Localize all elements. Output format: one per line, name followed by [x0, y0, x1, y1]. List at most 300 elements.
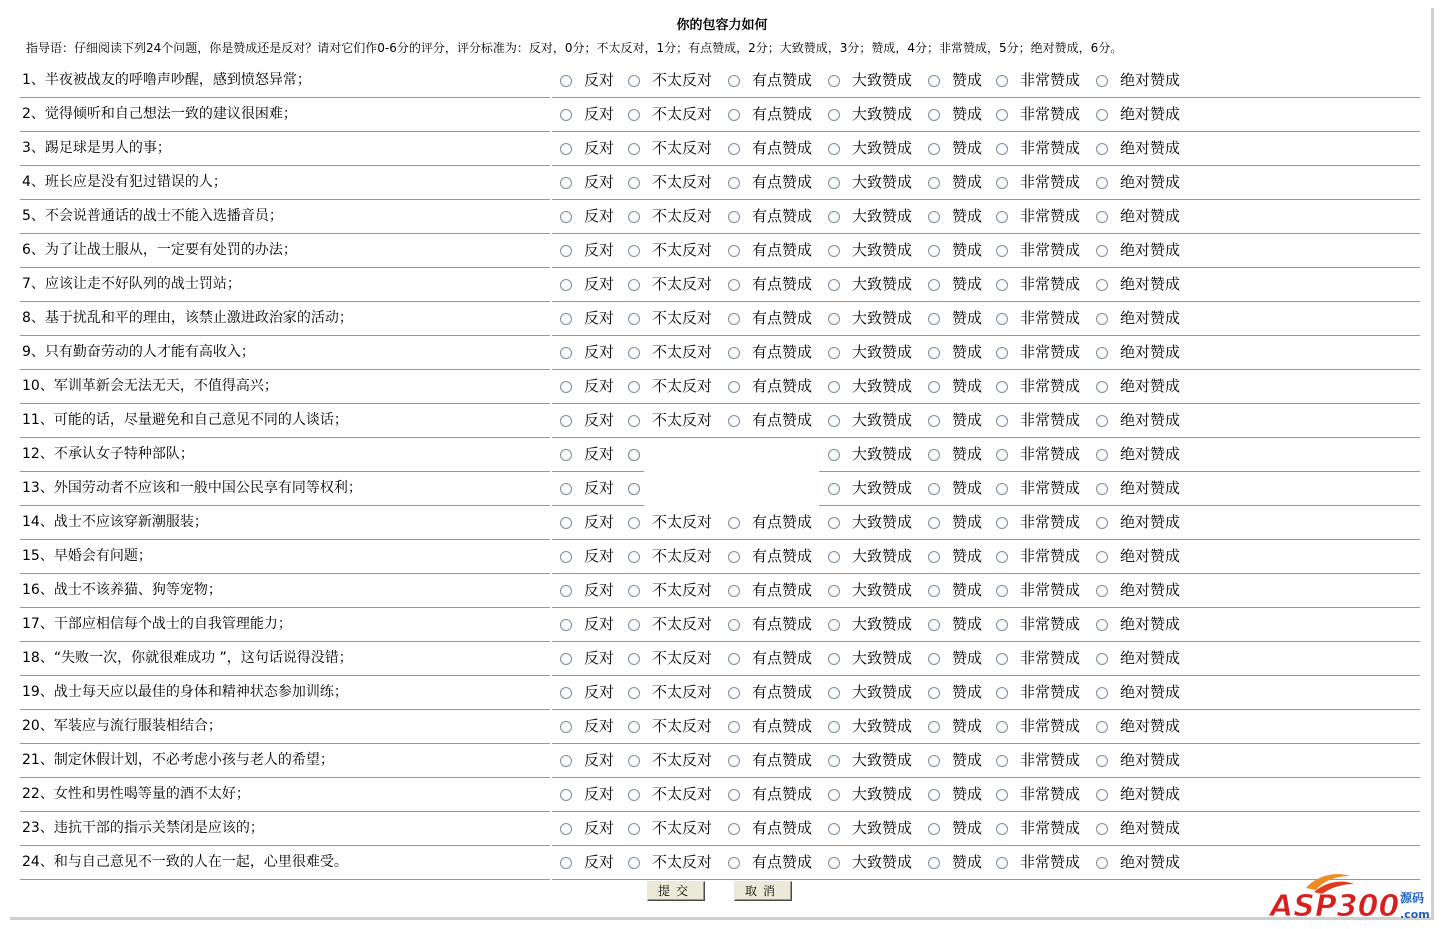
- radio-button[interactable]: [996, 789, 1008, 801]
- option-label: 绝对赞成: [1120, 275, 1181, 293]
- option-label: 绝对赞成: [1120, 309, 1181, 327]
- radio-button[interactable]: [560, 109, 572, 121]
- radio-button[interactable]: [560, 517, 572, 529]
- option-label: 不太反对: [652, 275, 713, 293]
- radio-button[interactable]: [996, 585, 1008, 597]
- question-text: 7、应该让走不好队列的战士罚站；: [22, 276, 241, 292]
- radio-button[interactable]: [828, 449, 840, 461]
- answer-options: [552, 506, 1420, 540]
- radio-button[interactable]: [628, 75, 640, 87]
- option-label: 绝对赞成: [1120, 853, 1181, 871]
- option-label: 赞成: [952, 275, 983, 293]
- radio-button[interactable]: [1096, 177, 1108, 189]
- radio-button[interactable]: [1096, 279, 1108, 291]
- option-label: 赞成: [952, 411, 983, 429]
- option-label: 非常赞成: [1020, 649, 1081, 667]
- question-row: [20, 744, 1420, 778]
- radio-button[interactable]: [628, 721, 640, 733]
- question-cell: [20, 608, 550, 642]
- radio-button[interactable]: [560, 551, 572, 563]
- radio-button[interactable]: [728, 211, 740, 223]
- radio-button[interactable]: [928, 449, 940, 461]
- option-label: 不太反对: [652, 717, 713, 735]
- radio-button[interactable]: [728, 245, 740, 257]
- option-label: 反对: [584, 105, 615, 123]
- option-label: 绝对赞成: [1120, 751, 1181, 769]
- option-label: 不太反对: [652, 615, 713, 633]
- radio-button[interactable]: [560, 313, 572, 325]
- radio-button[interactable]: [1096, 347, 1108, 359]
- option-label: 大致赞成: [852, 71, 913, 89]
- answer-options: [552, 132, 1420, 166]
- radio-button[interactable]: [728, 789, 740, 801]
- radio-button[interactable]: [828, 551, 840, 563]
- option-label: 大致赞成: [852, 649, 913, 667]
- question-row: [20, 132, 1420, 166]
- radio-button[interactable]: [928, 789, 940, 801]
- option-label: 绝对赞成: [1120, 343, 1181, 361]
- radio-button[interactable]: [560, 721, 572, 733]
- radio-button[interactable]: [928, 177, 940, 189]
- question-cell: [20, 234, 550, 268]
- radio-button[interactable]: [560, 143, 572, 155]
- radio-button[interactable]: [560, 211, 572, 223]
- radio-button[interactable]: [560, 279, 572, 291]
- question-row: [20, 642, 1420, 676]
- answer-options: [552, 64, 1420, 98]
- option-label: 反对: [584, 819, 615, 837]
- radio-button[interactable]: [928, 551, 940, 563]
- radio-button[interactable]: [828, 177, 840, 189]
- radio-button[interactable]: [728, 619, 740, 631]
- radio-button[interactable]: [560, 857, 572, 869]
- question-text: 9、只有勤奋劳动的人才能有高收入；: [22, 344, 255, 360]
- radio-button[interactable]: [996, 721, 1008, 733]
- radio-button[interactable]: [828, 109, 840, 121]
- radio-button[interactable]: [728, 313, 740, 325]
- question-row: [20, 778, 1420, 812]
- option-label: 非常赞成: [1020, 513, 1081, 531]
- radio-button[interactable]: [996, 381, 1008, 393]
- option-label: 反对: [584, 547, 615, 565]
- radio-button[interactable]: [1096, 449, 1108, 461]
- option-label: 非常赞成: [1020, 445, 1081, 463]
- radio-button[interactable]: [1096, 755, 1108, 767]
- question-cell: [20, 64, 550, 98]
- option-label: 非常赞成: [1020, 275, 1081, 293]
- option-label: 不太反对: [652, 785, 713, 803]
- question-cell: [20, 438, 550, 472]
- option-label: 反对: [584, 479, 615, 497]
- radio-button[interactable]: [728, 143, 740, 155]
- radio-button[interactable]: [996, 449, 1008, 461]
- radio-button[interactable]: [1096, 687, 1108, 699]
- radio-button[interactable]: [928, 245, 940, 257]
- radio-button[interactable]: [928, 381, 940, 393]
- radio-button[interactable]: [928, 619, 940, 631]
- radio-button[interactable]: [628, 381, 640, 393]
- option-label: 非常赞成: [1020, 751, 1081, 769]
- radio-button[interactable]: [628, 585, 640, 597]
- option-label: 赞成: [952, 71, 983, 89]
- radio-button[interactable]: [828, 75, 840, 87]
- option-label: 绝对赞成: [1120, 207, 1181, 225]
- radio-button[interactable]: [928, 857, 940, 869]
- radio-button[interactable]: [560, 245, 572, 257]
- radio-button[interactable]: [1096, 823, 1108, 835]
- radio-button[interactable]: [928, 585, 940, 597]
- radio-button[interactable]: [728, 347, 740, 359]
- question-text: 1、半夜被战友的呼噜声吵醒，感到愤怒异常；: [22, 72, 311, 88]
- option-label: 反对: [584, 649, 615, 667]
- radio-button[interactable]: [560, 75, 572, 87]
- radio-button[interactable]: [1096, 585, 1108, 597]
- radio-button[interactable]: [628, 347, 640, 359]
- radio-button[interactable]: [996, 109, 1008, 121]
- option-label: 不太反对: [652, 173, 713, 191]
- radio-button[interactable]: [828, 585, 840, 597]
- logo-brand-text: ASP300: [1270, 889, 1400, 924]
- answer-options: [552, 302, 1420, 336]
- radio-button[interactable]: [728, 415, 740, 427]
- option-label: 有点赞成: [752, 785, 813, 803]
- radio-button[interactable]: [928, 755, 940, 767]
- radio-button[interactable]: [560, 619, 572, 631]
- radio-button[interactable]: [728, 585, 740, 597]
- radio-button[interactable]: [828, 381, 840, 393]
- option-label: 大致赞成: [852, 105, 913, 123]
- survey-frame: [10, 8, 1434, 920]
- answer-options: [552, 574, 1420, 608]
- radio-button[interactable]: [996, 823, 1008, 835]
- option-label: 反对: [584, 513, 615, 531]
- radio-button[interactable]: [828, 245, 840, 257]
- radio-button[interactable]: [828, 823, 840, 835]
- radio-button[interactable]: [628, 313, 640, 325]
- option-label: 有点赞成: [752, 547, 813, 565]
- radio-button[interactable]: [928, 687, 940, 699]
- radio-button[interactable]: [928, 823, 940, 835]
- option-label: 有点赞成: [752, 343, 813, 361]
- radio-button[interactable]: [1096, 313, 1108, 325]
- question-text: 17、干部应相信每个战士的自我管理能力；: [22, 616, 292, 632]
- radio-button[interactable]: [728, 381, 740, 393]
- radio-button[interactable]: [728, 177, 740, 189]
- question-cell: [20, 404, 550, 438]
- radio-button[interactable]: [1096, 619, 1108, 631]
- question-row: [20, 64, 1420, 98]
- option-label: 赞成: [952, 207, 983, 225]
- radio-button[interactable]: [996, 211, 1008, 223]
- radio-button[interactable]: [996, 619, 1008, 631]
- radio-button[interactable]: [996, 347, 1008, 359]
- option-label: 赞成: [952, 649, 983, 667]
- option-label: 不太反对: [652, 411, 713, 429]
- option-label: 不太反对: [652, 853, 713, 871]
- radio-button[interactable]: [628, 483, 640, 495]
- radio-button[interactable]: [928, 211, 940, 223]
- question-cell: [20, 710, 550, 744]
- option-label: 非常赞成: [1020, 683, 1081, 701]
- radio-button[interactable]: [996, 653, 1008, 665]
- radio-button[interactable]: [1096, 857, 1108, 869]
- question-row: [20, 404, 1420, 438]
- radio-button[interactable]: [828, 619, 840, 631]
- radio-button[interactable]: [560, 823, 572, 835]
- question-row: [20, 438, 1420, 472]
- radio-button[interactable]: [628, 449, 640, 461]
- option-label: 绝对赞成: [1120, 581, 1181, 599]
- cancel-button[interactable]: 取消: [734, 881, 792, 901]
- radio-button[interactable]: [828, 789, 840, 801]
- radio-button[interactable]: [996, 415, 1008, 427]
- option-label: 大致赞成: [852, 581, 913, 599]
- radio-button[interactable]: [1096, 75, 1108, 87]
- option-label: 赞成: [952, 785, 983, 803]
- option-label: 非常赞成: [1020, 309, 1081, 327]
- option-label: 非常赞成: [1020, 479, 1081, 497]
- radio-button[interactable]: [1096, 653, 1108, 665]
- radio-button[interactable]: [996, 143, 1008, 155]
- radio-button[interactable]: [628, 517, 640, 529]
- radio-button[interactable]: [1096, 721, 1108, 733]
- option-label: 非常赞成: [1020, 207, 1081, 225]
- radio-button[interactable]: [728, 823, 740, 835]
- submit-button[interactable]: 提交: [647, 881, 705, 901]
- option-label: 大致赞成: [852, 513, 913, 531]
- option-label: 绝对赞成: [1120, 445, 1181, 463]
- question-row: [20, 234, 1420, 268]
- question-cell: [20, 574, 550, 608]
- radio-button[interactable]: [628, 211, 640, 223]
- radio-button[interactable]: [828, 653, 840, 665]
- radio-button[interactable]: [1096, 211, 1108, 223]
- question-row: [20, 506, 1420, 540]
- option-label: 赞成: [952, 173, 983, 191]
- radio-button[interactable]: [1096, 109, 1108, 121]
- radio-button[interactable]: [996, 245, 1008, 257]
- option-label: 赞成: [952, 309, 983, 327]
- question-text: 6、为了让战士服从，一定要有处罚的办法；: [22, 242, 297, 258]
- answer-options: [552, 98, 1420, 132]
- radio-button[interactable]: [1096, 517, 1108, 529]
- radio-button[interactable]: [828, 313, 840, 325]
- option-label: 非常赞成: [1020, 173, 1081, 191]
- radio-button[interactable]: [828, 211, 840, 223]
- question-text: 18、“失败一次，你就很难成功 ”，这句话说得没错；: [22, 650, 353, 666]
- radio-button[interactable]: [928, 109, 940, 121]
- option-label: 赞成: [952, 241, 983, 259]
- radio-button[interactable]: [928, 721, 940, 733]
- question-row: [20, 472, 1420, 506]
- radio-button[interactable]: [560, 687, 572, 699]
- question-row: [20, 302, 1420, 336]
- radio-button[interactable]: [996, 483, 1008, 495]
- option-label: 不太反对: [652, 105, 713, 123]
- logo-suffix-text: 源码: [1400, 891, 1425, 905]
- answer-options: [552, 200, 1420, 234]
- radio-button[interactable]: [728, 109, 740, 121]
- answer-options: [552, 778, 1420, 812]
- option-label: 反对: [584, 785, 615, 803]
- option-label: 非常赞成: [1020, 581, 1081, 599]
- radio-button[interactable]: [728, 279, 740, 291]
- radio-button[interactable]: [628, 177, 640, 189]
- radio-button[interactable]: [828, 517, 840, 529]
- answer-options: [552, 608, 1420, 642]
- radio-button[interactable]: [996, 177, 1008, 189]
- radio-button[interactable]: [828, 415, 840, 427]
- radio-button[interactable]: [728, 75, 740, 87]
- radio-button[interactable]: [828, 143, 840, 155]
- radio-button[interactable]: [628, 619, 640, 631]
- option-label: 不太反对: [652, 377, 713, 395]
- option-label: 大致赞成: [852, 751, 913, 769]
- form-buttons: [10, 881, 1434, 905]
- option-label: 反对: [584, 411, 615, 429]
- question-cell: [20, 302, 550, 336]
- radio-button[interactable]: [628, 789, 640, 801]
- radio-button[interactable]: [1096, 789, 1108, 801]
- radio-button[interactable]: [628, 755, 640, 767]
- radio-button[interactable]: [560, 347, 572, 359]
- radio-button[interactable]: [828, 279, 840, 291]
- radio-button[interactable]: [628, 279, 640, 291]
- question-text: 5、不会说普通话的战士不能入选播音员；: [22, 208, 283, 224]
- answer-options: [552, 812, 1420, 846]
- radio-button[interactable]: [628, 143, 640, 155]
- radio-button[interactable]: [728, 517, 740, 529]
- option-label: 不太反对: [652, 71, 713, 89]
- option-label: 赞成: [952, 615, 983, 633]
- radio-button[interactable]: [928, 517, 940, 529]
- radio-button[interactable]: [628, 653, 640, 665]
- question-text: 16、战士不该养猫、狗等宠物；: [22, 582, 222, 598]
- radio-button[interactable]: [996, 687, 1008, 699]
- radio-button[interactable]: [560, 789, 572, 801]
- radio-button[interactable]: [996, 857, 1008, 869]
- radio-button[interactable]: [996, 551, 1008, 563]
- option-label: 大致赞成: [852, 785, 913, 803]
- radio-button[interactable]: [628, 823, 640, 835]
- radio-button[interactable]: [628, 857, 640, 869]
- option-label: 赞成: [952, 445, 983, 463]
- question-text: 22、女性和男性喝等量的酒不太好；: [22, 786, 250, 802]
- answer-options: [552, 472, 1420, 506]
- radio-button[interactable]: [828, 687, 840, 699]
- radio-button[interactable]: [1096, 143, 1108, 155]
- radio-button[interactable]: [628, 687, 640, 699]
- radio-button[interactable]: [996, 279, 1008, 291]
- radio-button[interactable]: [560, 755, 572, 767]
- radio-button[interactable]: [560, 483, 572, 495]
- radio-button[interactable]: [728, 857, 740, 869]
- radio-button[interactable]: [996, 75, 1008, 87]
- radio-button[interactable]: [728, 755, 740, 767]
- question-row: [20, 676, 1420, 710]
- question-cell: [20, 370, 550, 404]
- radio-button[interactable]: [728, 551, 740, 563]
- option-label: 非常赞成: [1020, 785, 1081, 803]
- instruction-text: 指导语：仔细阅读下列24个问题，你是赞成还是反对？请对它们作0-6分的评分，评分标准为：反对，0分；不太反对，1分；有点赞成，2分；大致赞成，3分；赞成，4分；非常赞成，5分；绝对赞成，6分。: [26, 41, 1123, 55]
- radio-button[interactable]: [560, 585, 572, 597]
- question-text: 15、早婚会有问题；: [22, 548, 152, 564]
- radio-button[interactable]: [928, 653, 940, 665]
- radio-button[interactable]: [928, 279, 940, 291]
- option-label: 大致赞成: [852, 479, 913, 497]
- option-label: 大致赞成: [852, 615, 913, 633]
- question-cell: [20, 676, 550, 710]
- radio-button[interactable]: [828, 755, 840, 767]
- logo-domain-text: .com: [1400, 908, 1430, 921]
- radio-button[interactable]: [928, 483, 940, 495]
- radio-button[interactable]: [1096, 415, 1108, 427]
- radio-button[interactable]: [828, 857, 840, 869]
- radio-button[interactable]: [628, 415, 640, 427]
- radio-button[interactable]: [828, 483, 840, 495]
- option-label: 有点赞成: [752, 241, 813, 259]
- radio-button[interactable]: [728, 653, 740, 665]
- option-label: 反对: [584, 751, 615, 769]
- radio-button[interactable]: [996, 755, 1008, 767]
- radio-button[interactable]: [560, 381, 572, 393]
- radio-button[interactable]: [928, 313, 940, 325]
- radio-button[interactable]: [728, 687, 740, 699]
- option-label: 有点赞成: [752, 105, 813, 123]
- option-label: 非常赞成: [1020, 547, 1081, 565]
- answer-options: [552, 438, 1420, 472]
- question-text: 8、基于扰乱和平的理由，该禁止激进政治家的活动；: [22, 310, 353, 326]
- radio-button[interactable]: [928, 75, 940, 87]
- radio-button[interactable]: [928, 143, 940, 155]
- radio-button[interactable]: [560, 653, 572, 665]
- answer-options: [552, 404, 1420, 438]
- option-label: 非常赞成: [1020, 71, 1081, 89]
- radio-button[interactable]: [560, 415, 572, 427]
- question-text: 20、军装应与流行服装相结合；: [22, 718, 222, 734]
- question-row: [20, 336, 1420, 370]
- radio-button[interactable]: [628, 109, 640, 121]
- radio-button[interactable]: [928, 347, 940, 359]
- answer-options: [552, 268, 1420, 302]
- question-text: 4、班长应是没有犯过错误的人；: [22, 174, 227, 190]
- radio-button[interactable]: [996, 313, 1008, 325]
- radio-button[interactable]: [1096, 245, 1108, 257]
- radio-button[interactable]: [1096, 483, 1108, 495]
- radio-button[interactable]: [928, 415, 940, 427]
- option-label: 赞成: [952, 717, 983, 735]
- option-label: 有点赞成: [752, 819, 813, 837]
- option-label: 绝对赞成: [1120, 717, 1181, 735]
- radio-button[interactable]: [628, 245, 640, 257]
- radio-button[interactable]: [1096, 381, 1108, 393]
- option-label: 不太反对: [652, 683, 713, 701]
- option-label: 反对: [584, 377, 615, 395]
- option-label: 不太反对: [652, 139, 713, 157]
- radio-button[interactable]: [828, 347, 840, 359]
- radio-button[interactable]: [560, 177, 572, 189]
- radio-button[interactable]: [560, 449, 572, 461]
- option-label: 非常赞成: [1020, 717, 1081, 735]
- option-label: 不太反对: [652, 581, 713, 599]
- radio-button[interactable]: [728, 721, 740, 733]
- answer-options: [552, 540, 1420, 574]
- radio-button[interactable]: [828, 721, 840, 733]
- option-label: 非常赞成: [1020, 411, 1081, 429]
- radio-button[interactable]: [1096, 551, 1108, 563]
- radio-button[interactable]: [628, 551, 640, 563]
- radio-button[interactable]: [996, 517, 1008, 529]
